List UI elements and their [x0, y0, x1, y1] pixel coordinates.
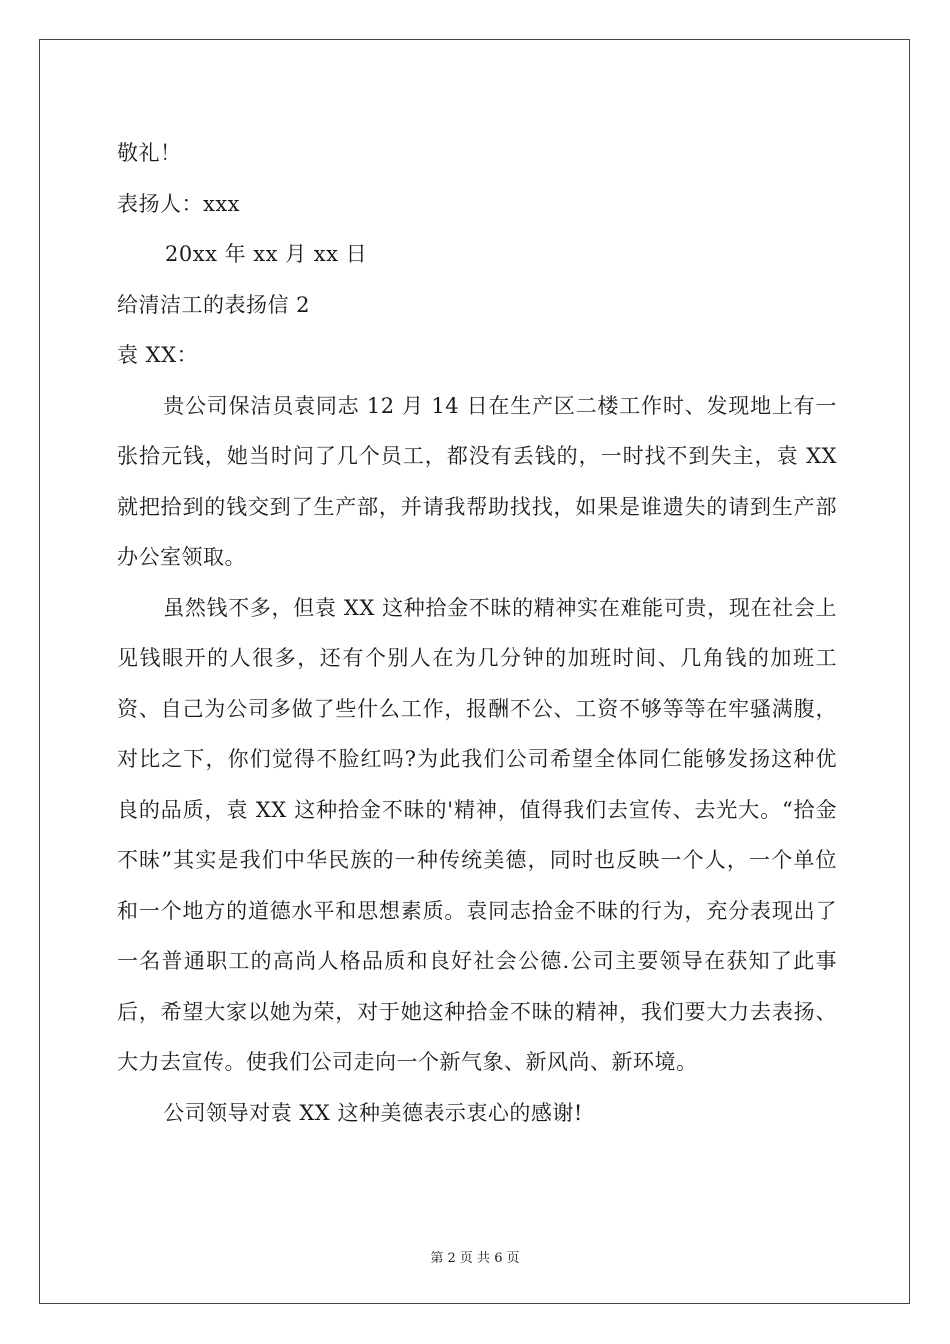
paragraph-3: 公司领导对袁 XX 这种美德表示衷心的感谢!: [163, 1100, 583, 1125]
letter-title: 给清洁工的表扬信 2: [117, 292, 311, 317]
page-number-footer: 第 2 页 共 6 页: [430, 1251, 520, 1266]
signer-line: 表扬人：xxx: [117, 191, 241, 216]
date-line: 20xx 年 xx 月 xx 日: [165, 242, 368, 266]
paragraph-2: 虽然钱不多，但袁 XX 这种拾金不昧的精神实在难能可贵，现在社会上见钱眼开的人很多，还有个别人在为几分钟的加班时间、几角钱的加班工资、自己为公司多做了些什么工作，报酬不公、工资不够等等在牢骚满腹，对比之下，你们觉得不脸红吗?为此我们公司希望全体同仁能够发扬这种优良的品质，袁 XX 这种拾金不昧的'精神，值得我们去宣传、去光大。“拾金不昧”其实是我们中华民族的一种传统美德，同时也反映一个人，一个单位和一个地方的道德水平和思想素质。袁同志拾金不昧的行为，充分表现出了一名普通职工的高尚人格品质和良好社会公德.公司主要领导在获知了此事后，希望大家以她为荣，对于她这种拾金不昧的精神，我们要大力去表扬、大力去宣传。使我们公司走向一个新气象、新风尚、新环境。: [117, 595, 837, 1074]
document-body: [117, 128, 837, 1138]
paragraph-1: 贵公司保洁员袁同志 12 月 14 日在生产区二楼工作时、发现地上有一张拾元钱，她当时问了几个员工，都没有丢钱的，一时找不到失主，袁 XX 就把拾到的钱交到了生产部，并请我帮助找找，如果是谁遗失的请到生产部办公室领取。: [117, 393, 837, 569]
closing-line: 敬礼！: [117, 141, 182, 165]
salutation: 袁 XX：: [117, 343, 199, 367]
